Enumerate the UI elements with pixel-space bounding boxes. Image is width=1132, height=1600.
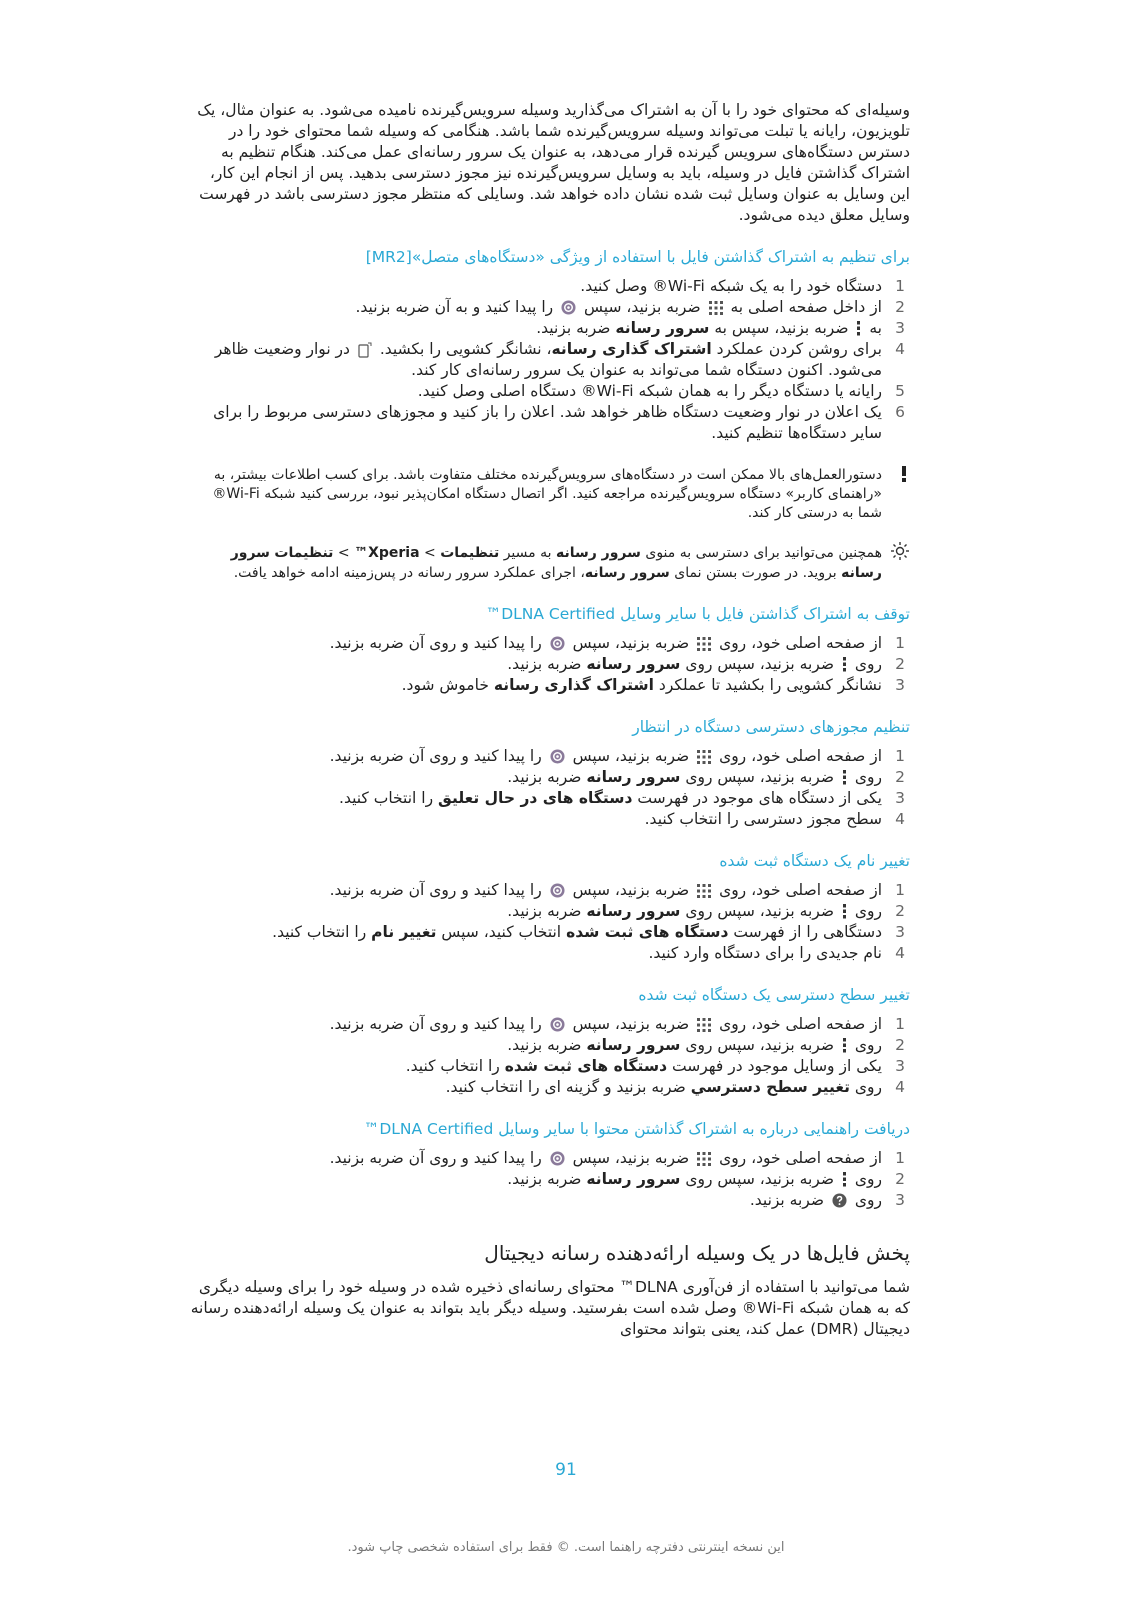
pending-step-4: 4 سطح مجوز دسترسی را انتخاب کنید. [644,810,905,828]
settings-gear-icon [550,749,565,764]
footer-note: این نسخه اینترنتی دفترچه راهنما است. © فقط برای استفاده شخصی چاپ شود. [347,1540,785,1555]
warning-note: دستورالعمل‌های بالا ممکن است در دستگاه‌های سرویس‌گیرنده مختلف متفاوت باشد. برای کسب اطلاعات بیشتر، به «راهنمای کاربر» دستگاه سرویس‌گیرنده مراجعه کنید. اگر اتصال دستگاه امکان‌پذیر نبود، بررسی کنید شبکه Wi-Fi® شما به درستی کار کند. [190,466,910,523]
overflow-menu-icon [842,1172,847,1187]
apps-grid-icon [697,1018,711,1032]
setup-step-4: 4 برای روشن کردن عملکرد اشتراک گذاری رسانه، نشانگر کشویی را بکشید. در نوار وضعیت ظاهر می‌شود. اکنون دستگاه شما می‌تواند به عنوان یک سرور رسانه‌ای کار کند. [214,340,905,379]
setup-step-3: 3 به ضربه بزنید، سپس به سرور رسانه ضربه بزنید. [536,319,905,337]
setup-step-5: 5 رایانه یا دستگاه دیگر را به همان شبکه Wi-Fi® دستگاه اصلی وصل کنید. [417,382,905,400]
overflow-menu-icon [842,1038,847,1053]
overflow-menu-icon [842,904,847,919]
media-server-status-icon [358,342,372,358]
pending-devices-heading: تنظیم مجوزهای دسترسی دستگاه در انتظار [632,718,910,736]
stop-sharing-steps [190,633,910,696]
help-steps [190,1148,910,1211]
help-step-1: 1 از صفحه اصلی خود، روی ضربه بزنید، سپس را پیدا کنید و روی آن ضربه بزنید. [329,1149,905,1167]
stop-step-1: 1 از صفحه اصلی خود، روی ضربه بزنید، سپس را پیدا کنید و روی آن ضربه بزنید. [329,634,905,652]
rename-step-1: 1 از صفحه اصلی خود، روی ضربه بزنید، سپس را پیدا کنید و روی آن ضربه بزنید. [329,881,905,899]
help-heading: دریافت راهنمایی درباره به اشتراک گذاشتن محتوا با سایر وسایل DLNA Certified™ [363,1120,910,1138]
setup-heading: برای تنظیم به اشتراک گذاشتن فایل با استفاده از ویژگی «دستگاه‌های متصل»[MR2] [365,248,910,266]
dmr-paragraph: شما می‌توانید با استفاده از فن‌آوری DLNA™ محتوای رسانه‌ای ذخیره شده در وسیله خود را برای وسیله دیگری که به همان شبکه Wi-Fi® وصل شده است بفرستید. وسیله دیگر باید بتواند به عنوان یک وسیله ارائه‌دهنده رسانه دیجیتال (DMR) عمل کند، یعنی بتواند محتوای [190,1278,910,1338]
help-step-3: 3 روی ضربه بزنید. [749,1191,905,1209]
access-step-2: 2 روی ضربه بزنید، سپس روی سرور رسانه ضربه بزنید. [507,1036,905,1054]
access-steps [190,1014,910,1098]
settings-gear-icon [550,1151,565,1166]
setup-step-6: 6 یک اعلان در نوار وضعیت دستگاه ظاهر خواهد شد. اعلان را باز کنید و مجوزهای دسترسی مربوط را برای سایر دستگاه‌ها تنظیم کنید. [213,403,905,442]
tip-note: همچنین می‌توانید برای دسترسی به منوی سرور رسانه به مسیر تنظیمات > Xperia™ > تنظیمات سرور رسانه بروید. در صورت بستن نمای سرور رسانه، اجرای عملکرد سرور رسانه در پس‌زمینه ادامه خواهد یافت. [190,543,910,583]
apps-grid-icon [709,301,723,315]
setup-steps [190,276,910,444]
stop-sharing-heading: توقف به اشتراک گذاشتن فایل با سایر وسایل DLNA Certified™ [485,605,910,623]
apps-grid-icon [697,750,711,764]
rename-step-3: 3 دستگاهی را از فهرست دستگاه های ثبت شده انتخاب کنید، سپس تغییر نام را انتخاب کنید. [272,923,905,941]
overflow-menu-icon [842,657,847,672]
access-step-4: 4 روی تغییر سطح دسترسي ضربه بزنید و گزینه ای را انتخاب کنید. [445,1078,905,1096]
intro-paragraph: وسیله‌ای که محتوای خود را با آن به اشتراک می‌گذارید وسیله سرویس‌گیرنده نامیده می‌شود. به عنوان مثال، یک تلویزیون، رایانه یا تبلت می‌تواند وسیله سرویس‌گیرنده شما باشد. هنگامی که وسیله شما محتوای خود را در دسترس دستگاه‌های سرویس گیرنده قرار می‌دهد، به عنوان یک سرور رسانه‌ای عمل می‌کند. هنگام تنظیم به اشتراک گذاشتن فایل در وسیله، باید به وسایل سرویس‌گیرنده نیز مجوز دسترسی بدهید. پس از انجام این کار، این وسایل به عنوان وسایل ثبت شده نشان داده خواهد شد. وسایلی که منتظر مجوز دسترسی باشد در فهرست وسایل معلق دیده می‌شود. [197,101,910,224]
setup-step-1: 1 دستگاه خود را به یک شبکه Wi-Fi® وصل کنید. [580,277,905,295]
apps-grid-icon [697,884,711,898]
page-content [190,100,910,1340]
rename-step-4: 4 نام جدیدی را برای دستگاه وارد کنید. [648,944,905,962]
settings-gear-icon [550,636,565,651]
access-step-1: 1 از صفحه اصلی خود، روی ضربه بزنید، سپس را پیدا کنید و روی آن ضربه بزنید. [329,1015,905,1033]
overflow-menu-icon [842,770,847,785]
rename-device-heading: تغییر نام یک دستگاه ثبت شده [719,852,910,870]
settings-gear-icon [550,883,565,898]
rename-steps [190,880,910,964]
apps-grid-icon [697,637,711,651]
tip-lightbulb-icon [890,541,910,567]
setup-step-2: 2 از داخل صفحه اصلی به ضربه بزنید، سپس را پیدا کنید و به آن ضربه بزنید. [355,298,905,316]
page-number: 91 [555,1460,577,1480]
pending-step-2: 2 روی ضربه بزنید، سپس روی سرور رسانه ضربه بزنید. [507,768,905,786]
warning-exclamation-icon [900,466,908,486]
help-step-2: 2 روی ضربه بزنید، سپس روی سرور رسانه ضربه بزنید. [507,1170,905,1188]
settings-gear-icon [550,1017,565,1032]
pending-steps [190,746,910,830]
dmr-heading: پخش فایل‌ها در یک وسیله ارائه‌دهنده رسانه دیجیتال [484,1241,910,1265]
help-question-icon [832,1193,847,1208]
pending-step-1: 1 از صفحه اصلی خود، روی ضربه بزنید، سپس را پیدا کنید و روی آن ضربه بزنید. [329,747,905,765]
settings-gear-icon [561,300,576,315]
stop-step-2: 2 روی ضربه بزنید، سپس روی سرور رسانه ضربه بزنید. [507,655,905,673]
apps-grid-icon [697,1152,711,1166]
pending-step-3: 3 یکی از دستگاه های موجود در فهرست دستگاه های در حال تعلیق را انتخاب کنید. [339,789,905,807]
access-level-heading: تغییر سطح دسترسی یک دستگاه ثبت شده [638,986,910,1004]
access-step-3: 3 یکی از وسایل موجود در فهرست دستگاه های ثبت شده را انتخاب کنید. [405,1057,905,1075]
rename-step-2: 2 روی ضربه بزنید، سپس روی سرور رسانه ضربه بزنید. [507,902,905,920]
stop-step-3: 3 نشانگر کشویی را بکشید تا عملکرد اشتراک گذاری رسانه خاموش شود. [401,676,905,694]
overflow-menu-icon [856,321,861,336]
